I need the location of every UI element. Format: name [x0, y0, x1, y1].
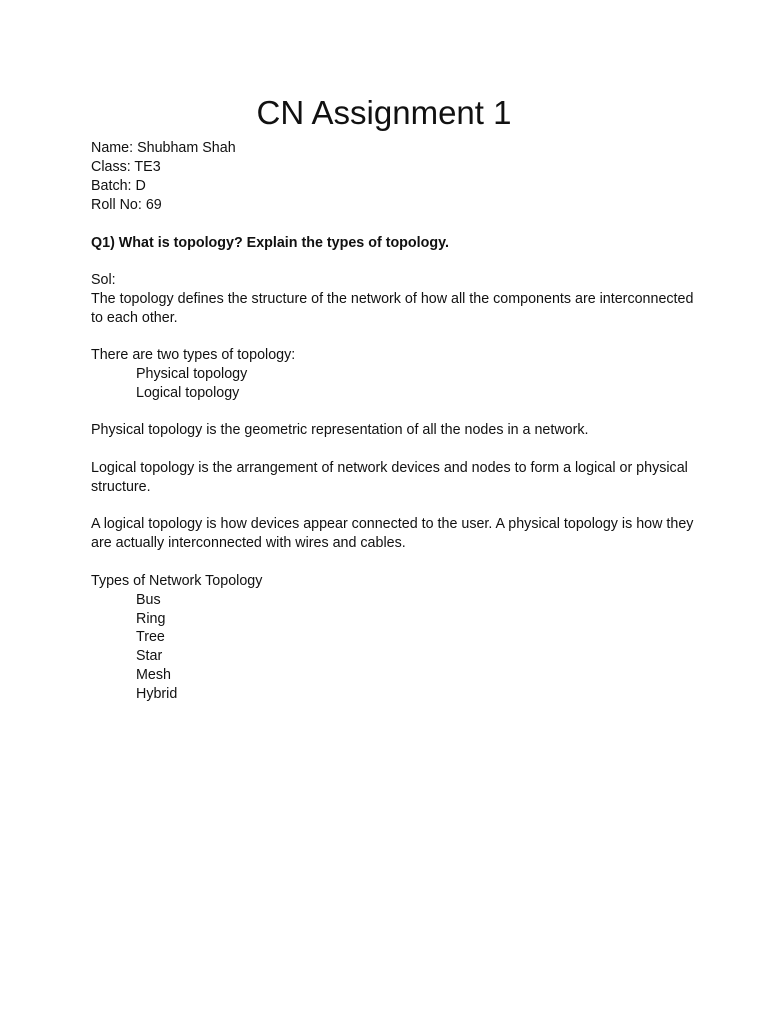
- comparison-line-2: are actually interconnected with wires and cables.: [91, 535, 406, 551]
- network-type-item: Tree: [136, 629, 165, 645]
- types-intro: There are two types of topology:: [91, 347, 296, 363]
- network-type-item: Mesh: [136, 667, 171, 683]
- network-type-item: Ring: [136, 611, 166, 627]
- student-class: Class: TE3: [91, 159, 161, 175]
- network-type-item: Bus: [136, 592, 161, 608]
- network-types-heading: Types of Network Topology: [91, 573, 263, 589]
- definition-line-2: to each other.: [91, 310, 178, 326]
- document-title: CN Assignment 1: [256, 94, 512, 131]
- topology-type-item: Physical topology: [136, 366, 248, 382]
- physical-topology-definition: Physical topology is the geometric representation of all the nodes in a network.: [91, 422, 589, 438]
- logical-topology-definition-line-1: Logical topology is the arrangement of network devices and nodes to form a logical or physical: [91, 460, 688, 476]
- network-type-item: Hybrid: [136, 686, 178, 702]
- definition-line-1: The topology defines the structure of the network of how all the components are interconnected: [91, 291, 694, 307]
- student-roll-number: Roll No: 69: [91, 197, 162, 213]
- student-name: Name: Shubham Shah: [91, 140, 236, 156]
- question-heading: Q1) What is topology? Explain the types of topology.: [91, 235, 449, 251]
- solution-label: Sol:: [91, 272, 116, 288]
- logical-topology-definition-line-2: structure.: [91, 479, 151, 495]
- student-batch: Batch: D: [91, 178, 146, 194]
- comparison-line-1: A logical topology is how devices appear connected to the user. A physical topology is how they: [91, 516, 694, 532]
- topology-type-item: Logical topology: [136, 385, 240, 401]
- network-type-item: Star: [136, 648, 163, 664]
